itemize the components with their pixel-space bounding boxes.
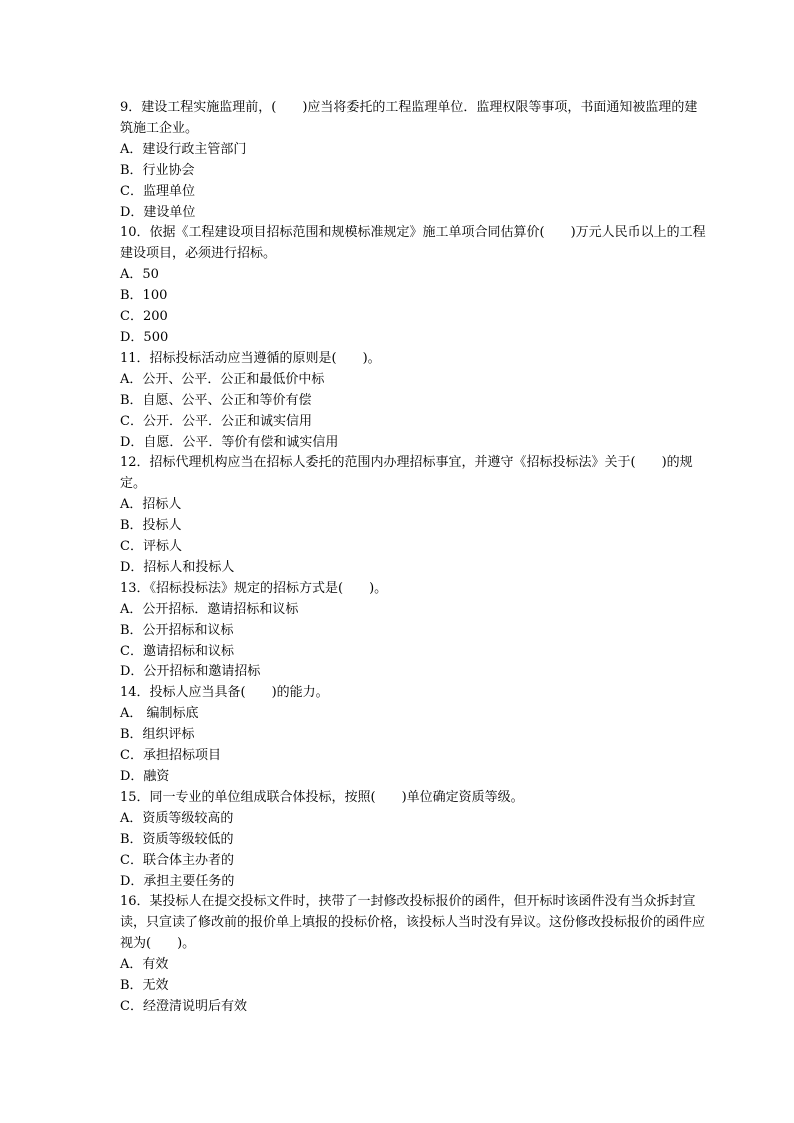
option-b: B．自愿、公平、公正和等价有偿 [120,392,312,408]
option-a: A．资质等级较高的 [120,810,234,826]
option-a: A．招标人 [120,497,182,513]
option-b: B．组织评标 [120,727,195,743]
question-11 [120,349,710,454]
question-text: 15．同一专业的单位组成联合体投标，按照( )单位确定资质等级。 [120,789,524,805]
question-text: 16．某投标人在提交投标文件时，挟带了一封修改投标报价的函件，但开标时该函件没有当众拆封宣读，只宣读了修改前的报价单上填报的投标价格，该投标人当时没有异议。这份修改投标报价的函件应视为( )。 [120,894,706,952]
option-a: A．有效 [120,957,169,973]
option-d: D．公开招标和邀请招标 [120,664,261,680]
document-page [120,98,710,1018]
question-text: 10．依据《工程建设项目招标范围和规模标准规定》施工单项合同估算价( )万元人民币以上的工程建设项目，必须进行招标。 [120,225,706,262]
question-text: 9．建设工程实施监理前，( )应当将委托的工程监理单位．监理权限等事项，书面通知被监理的建筑施工企业。 [120,100,698,136]
question-13 [120,579,710,684]
question-text: 11．招标投标活动应当遵循的原则是( )。 [120,350,381,366]
question-text: 14．投标人应当具备( )的能力。 [120,685,329,701]
option-c: C．承担招标项目 [120,748,221,764]
option-d: D．500 [120,329,169,345]
option-b: B．投标人 [120,518,182,534]
question-10 [120,223,710,348]
option-d: D．承担主要任务的 [120,873,235,889]
option-c: C．评标人 [120,539,182,555]
question-16 [120,892,710,1017]
option-b: B．行业协会 [120,162,195,178]
option-d: D．融资 [120,769,170,784]
option-b: B．无效 [120,978,169,994]
option-b: B．100 [120,288,168,304]
option-a: A．公开、公平．公正和最低价中标 [120,371,325,387]
option-c: C．监理单位 [120,183,195,199]
option-c: C．邀请招标和议标 [120,643,234,659]
option-c: C．200 [120,309,168,325]
option-b: B．资质等级较低的 [120,831,234,847]
option-d: D．自愿．公平．等价有偿和诚实信用 [120,434,339,450]
question-9 [120,98,710,223]
question-text: 12．招标代理机构应当在招标人委托的范围内办理招标事宜，并遵守《招标投标法》关于( )的规定。 [120,455,693,492]
option-a: A． 编制标底 [120,706,199,722]
option-a: A．50 [120,267,159,283]
option-c: C．公开．公平．公正和诚实信用 [120,413,312,429]
option-a: A．建设行政主管部门 [120,141,247,157]
option-c: C．经澄清说明后有效 [120,998,247,1014]
question-14 [120,683,710,788]
question-text: 13．《招标投标法》规定的招标方式是( )。 [120,580,388,596]
option-d: D．建设单位 [120,204,196,220]
question-15 [120,788,710,893]
option-c: C．联合体主办者的 [120,852,234,868]
option-a: A．公开招标．邀请招标和议标 [120,601,299,617]
option-b: B．公开招标和议标 [120,622,234,638]
question-12 [120,453,710,578]
option-d: D．招标人和投标人 [120,559,235,575]
